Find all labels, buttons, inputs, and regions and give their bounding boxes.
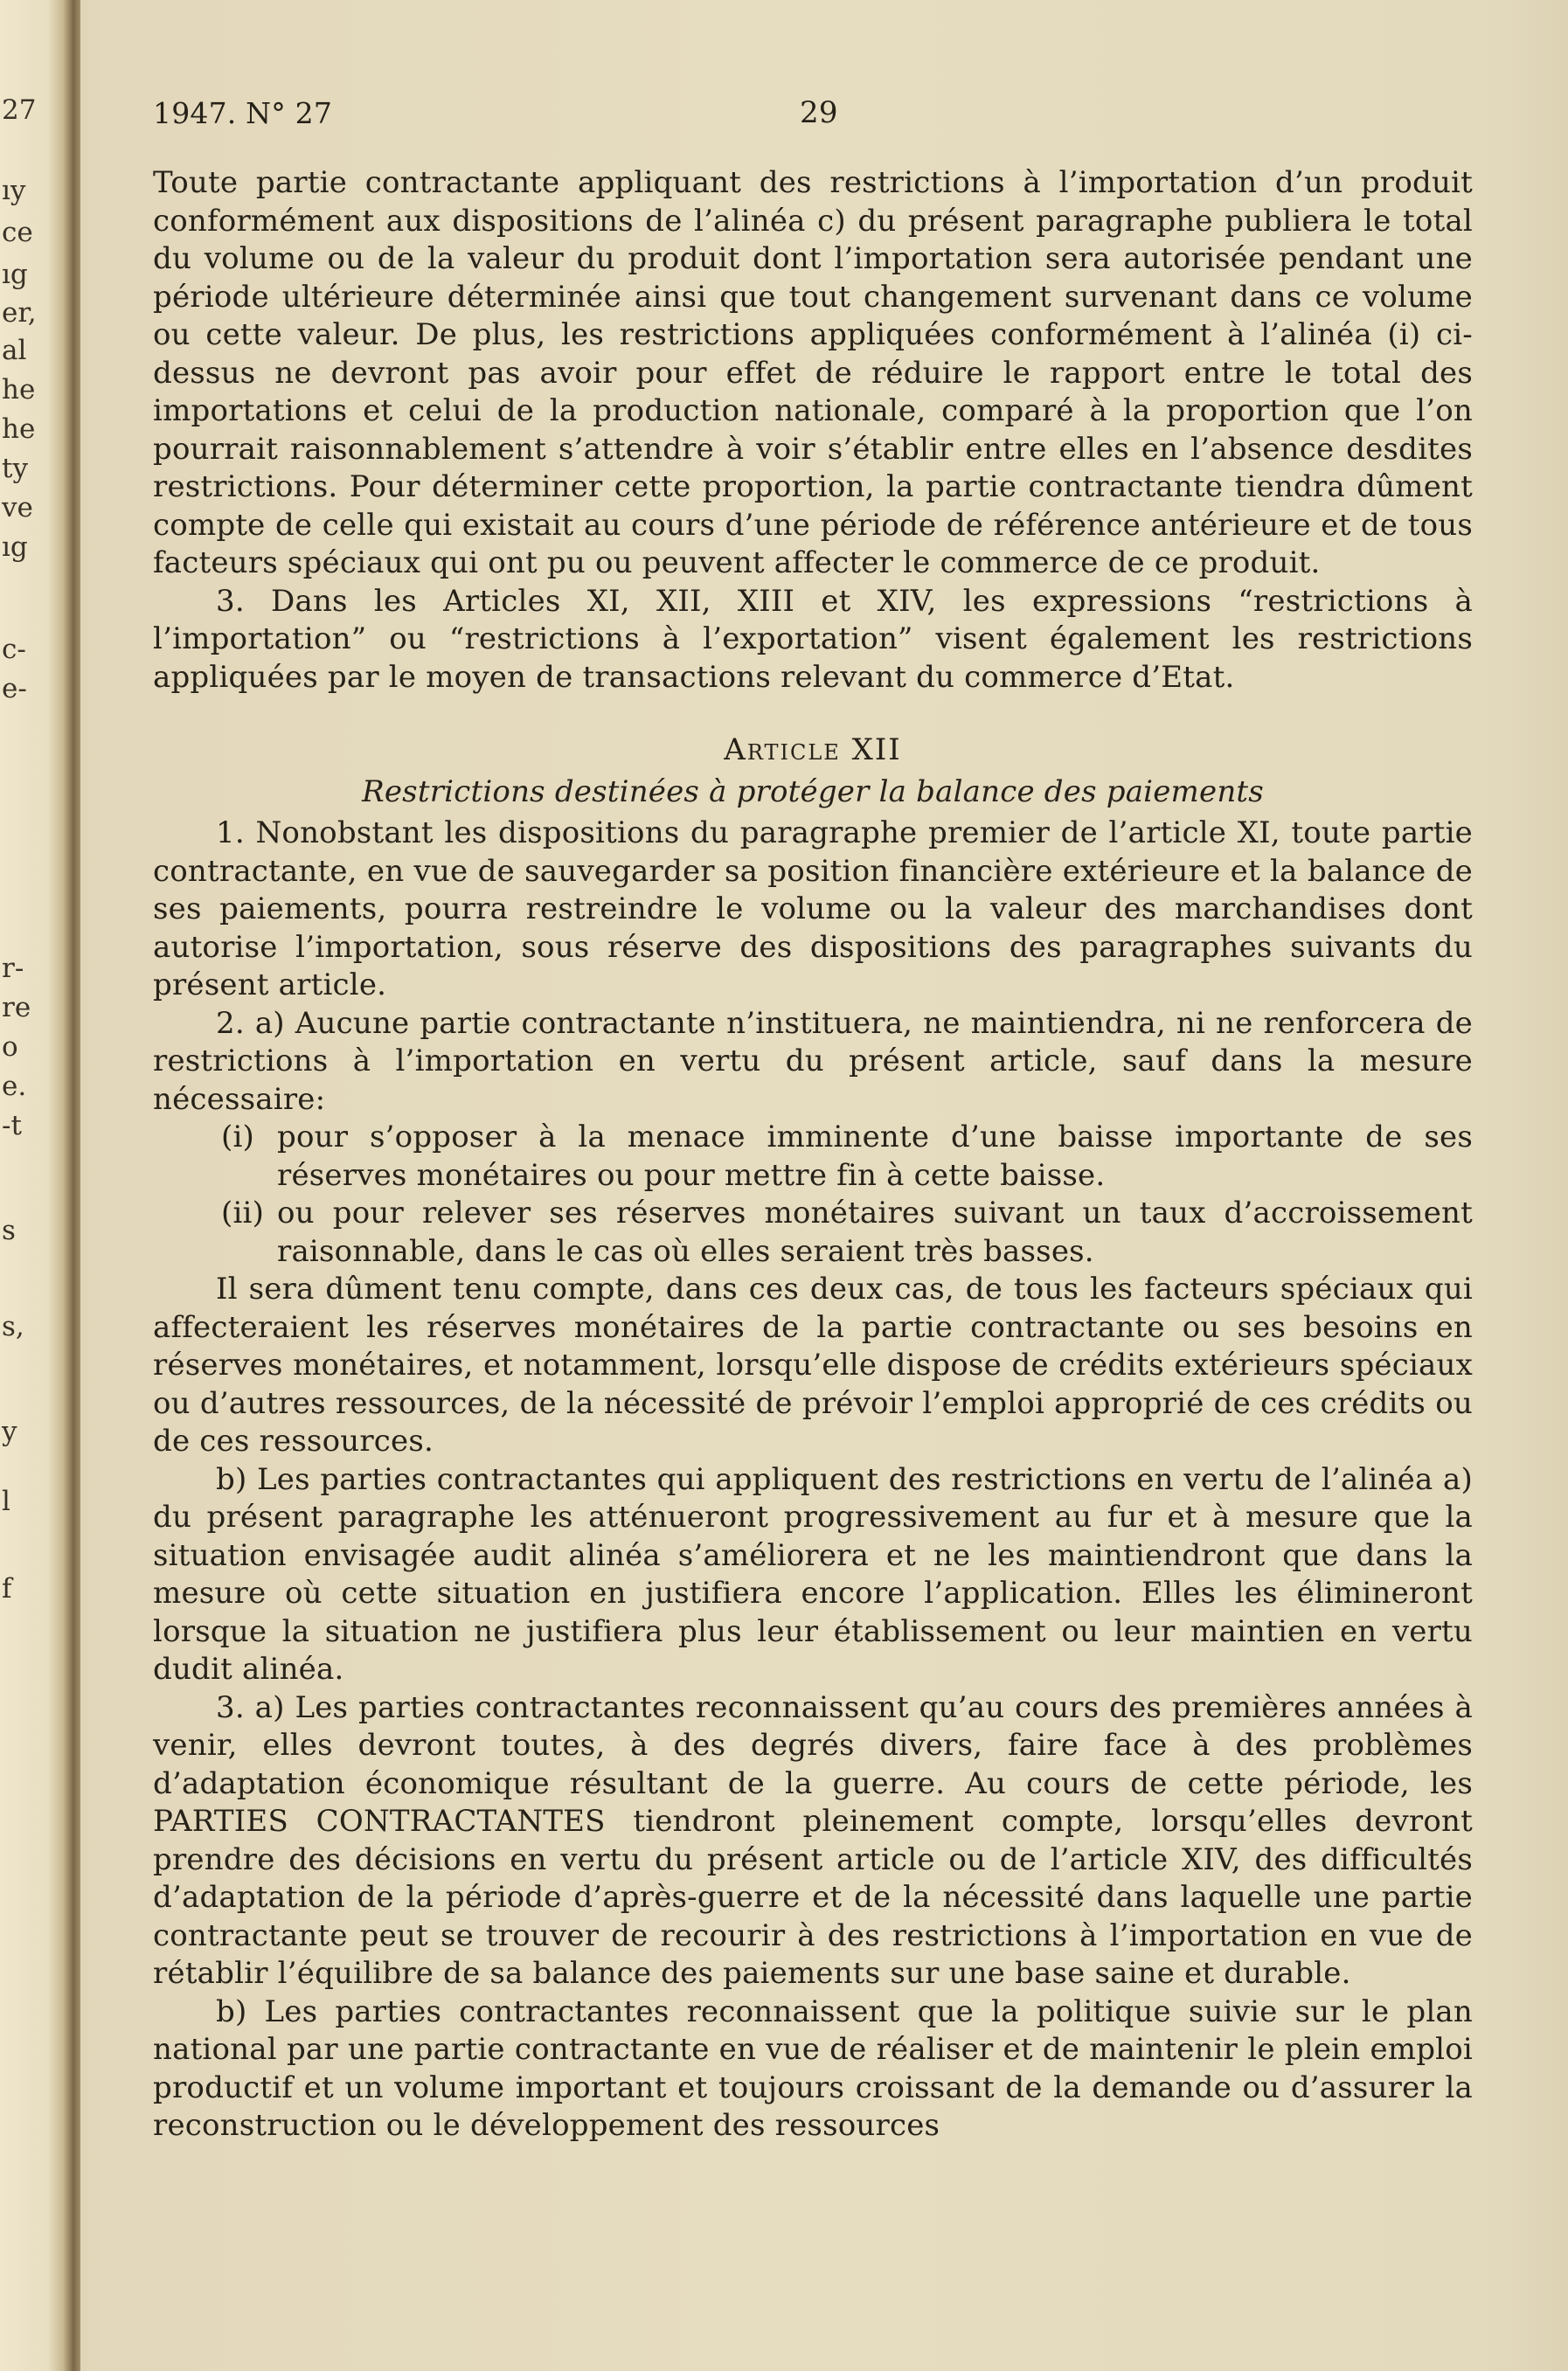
margin-fragment: c-	[2, 634, 26, 665]
list-item-text: ou pour relever ses réserves monétaires suivant un taux d’accroissement raisonnable, dans le cas où elles seraient très basses.	[277, 1196, 1473, 1269]
paragraph: Il sera dûment tenu compte, dans ces deux cas, de tous les facteurs spéciaux qui affecteraient les réserves monétaires de la partie contractante ou ses besoins en réserves monétaires, et notamment, lorsqu’elle dispose de crédits extérieurs spéciaux ou d’autres ressources, de la nécessité de prévoir l’emploi approprié de ces crédits ou de ces ressources.	[153, 1272, 1473, 1459]
article-subtitle: Restrictions destinées à protéger la balance des paiements	[362, 773, 1264, 809]
margin-fragment: r-	[2, 953, 24, 984]
paragraph: 3. Dans les Articles XI, XII, XIII et XIV, les expressions “restrictions à l’importation” ou “restrictions à l’exportation” visent également les restrictions appliquées par le moyen de transactions relevant du commerce d’Etat.	[153, 583, 1473, 695]
margin-fragment: re	[2, 992, 31, 1023]
margin-fragment: ıg	[2, 259, 28, 290]
list-item	[153, 1119, 1473, 1195]
margin-fragment: l	[2, 1486, 10, 1517]
margin-fragment: o	[2, 1031, 18, 1063]
paragraph: Toute partie contractante appliquant des restrictions à l’importation d’un produit conformément aux dispositions de l’alinéa c) du présent paragraphe publiera le total du volume ou de la valeur du produit dont l’importation sera autorisée pendant une période ultérieure déterminée ainsi que tout changement survenant dans ce volume ou cette valeur. De plus, les restrictions appliquées conformément à l’alinéa (i) ci-dessus ne devront pas avoir pour effet de réduire le rapport entre le total des importations et celui de la production nationale, comparé à la proportion que l’on pourrait raisonnablement s’attendre à voir s’établir entre elles en l’absence desdites restrictions. Pour déterminer cette proportion, la partie contractante tiendra dûment compte de celle qui existait au cours d’une période de référence antérieure et de tous facteurs spéciaux qui ont pu ou peuvent affecter le commerce de ce produit.	[153, 165, 1473, 580]
binding-gutter	[0, 0, 80, 2371]
paragraph: b) Les parties contractantes reconnaissent que la politique suivie sur le plan national par une partie contractante en vue de réaliser et de maintenir le plein emploi productif et un volume important et toujours croissant de la demande ou d’assurer la reconstruction ou le développement des ressources	[153, 1993, 1473, 2143]
margin-fragment: e.	[2, 1071, 27, 1102]
list-marker: (i)	[221, 1120, 255, 1154]
list-item	[153, 1195, 1473, 1271]
margin-fragment: e-	[2, 673, 27, 704]
margin-fragment: ce	[2, 217, 33, 248]
page-content	[153, 94, 1473, 2146]
header-year-number: 1947. N° 27	[153, 96, 333, 130]
list-marker: (ii)	[221, 1196, 265, 1231]
margin-fragment: er,	[2, 297, 37, 329]
margin-fragment: ıg	[2, 531, 28, 563]
margin-fragment: ty	[2, 453, 28, 484]
margin-fragment: 27	[2, 94, 37, 126]
running-header	[153, 94, 1473, 164]
margin-fragment: ve	[2, 492, 33, 523]
page-number: 29	[800, 95, 838, 130]
margin-fragment: -t	[2, 1110, 22, 1141]
list-item-text: pour s’opposer à la menace imminente d’une baisse importante de ses réserves monétaires ou pour mettre fin à cette baisse.	[277, 1120, 1473, 1193]
margin-fragment: al	[2, 335, 27, 366]
facing-page-fragments	[0, 87, 35, 2272]
margin-fragment: f	[2, 1573, 12, 1605]
article-title: Article XII	[724, 732, 902, 767]
paragraph: 3. a) Les parties contractantes reconnaissent qu’au cours des premières années à venir, elles devront toutes, à des degrés divers, faire face à des problèmes d’adaptation économique résultant de la guerre. Au cours de cette période, les PARTIES CONTRACTANTES tiendront pleinement compte, lorsqu’elles devront prendre des décisions en vertu du présent article ou de l’article XIV, des difficultés d’adaptation de la période d’après-guerre et de la nécessité dans laquelle une partie contractante peut se trouver de recourir à des restrictions à l’importation en vue de rétablir l’équilibre de sa balance des paiements sur une base saine et durable.	[153, 1689, 1473, 1991]
margin-fragment: he	[2, 413, 36, 445]
margin-fragment: s,	[2, 1311, 24, 1342]
margin-fragment: ıy	[2, 175, 26, 206]
margin-fragment: y	[2, 1416, 17, 1447]
margin-fragment: he	[2, 374, 36, 406]
margin-fragment: s	[2, 1215, 16, 1246]
paragraph: b) Les parties contractantes qui appliquent des restrictions en vertu de l’alinéa a) du présent paragraphe les atténueront progressivement au fur et à mesure que la situation envisagée audit alinéa s’améliorera et ne les maintiendront que dans la mesure où cette situation en justifiera encore l’application. Elles les élimineront lorsque la situation ne justifiera plus leur établissement ou leur maintien en vertu dudit alinéa.	[153, 1461, 1473, 1687]
paragraph: 1. Nonobstant les dispositions du paragraphe premier de l’article XI, toute partie contractante, en vue de sauvegarder sa position financière extérieure et la balance de ses paiements, pourra restreindre le volume ou la valeur des marchandises dont autorise l’importation, sous réserve des dispositions des paragraphes suivants du présent article.	[153, 815, 1473, 1002]
paragraph: 2. a) Aucune partie contractante n’instituera, ne maintiendra, ni ne renforcera de restrictions à l’importation en vertu du présent article, sauf dans la mesure nécessaire:	[153, 1005, 1473, 1117]
